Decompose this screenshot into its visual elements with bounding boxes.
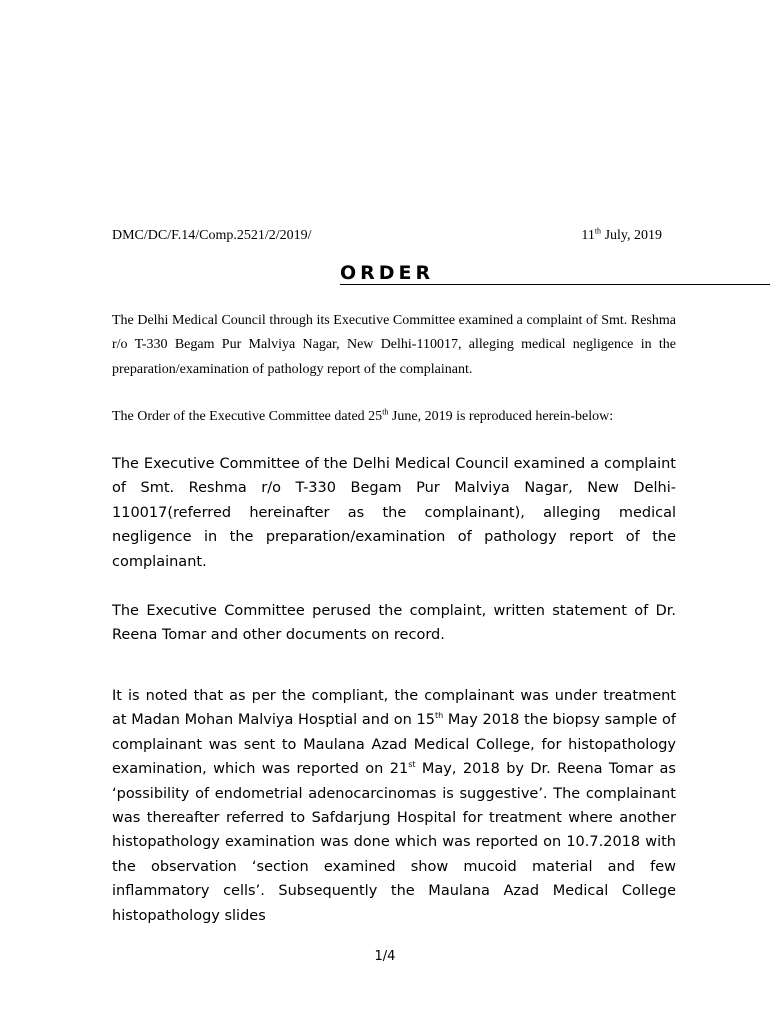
committee-paragraph: The Executive Committee of the Delhi Medical Council examined a complaint of Smt. Reshma r/o T-330 Begam Pur Malviya Nagar, New Delhi-110017(referred hereinafter as the complainant), alleging medical negligence in the preparation/examination of pathology report of the complainant. [112,456,676,570]
page-number: 1/4 [374,949,396,964]
reproduced-statement [112,405,676,429]
intro-paragraph: The Delhi Medical Council through its Executive Committee examined a complaint of Smt. Reshma r/o T-330 Begam Pur Malviya Nagar, New Delhi-110017, alleging medical negligence in the preparation/examination of pathology report of the complainant. [112,313,676,377]
noted-part-3: May, 2018 by Dr. Reena Tomar as ‘possibility of endometrial adenocarcinomas is suggestive’. The complainant was thereafter referred to Safdarjung Hospital for treatment where another histopathology examination was done which was reported on 10.7.2018 with the observation ‘section examined show mucoid material and few inflammatory cells’. Subsequently the Maulana Azad Medical College histopathology slides [112,761,676,924]
reference-number: DMC/DC/F.14/Comp.2521/2/2019/ [112,228,312,243]
page-title: ORDER [340,262,770,285]
noted-sup-2: st [408,760,416,770]
reproduced-suffix: th [382,407,389,417]
perused-paragraph: The Executive Committee perused the complaint, written statement of Dr. Reena Tomar and other documents on record. [112,603,676,644]
noted-part-1: It is noted that as per the compliant, the complainant was under treatment at Madan Mohan Malviya Hosptial and on 15 [112,688,676,729]
date-day: 11 [581,228,595,243]
reproduced-after: June, 2019 is reproduced herein-below: [388,409,614,424]
order-date [581,228,662,244]
noted-paragraph [112,684,676,930]
date-rest: July, 2019 [601,228,662,243]
noted-part-2: May 2018 the biopsy sample of complainant was sent to Maulana Azad Medical College, for histopathology examination, which was reported on 21 [112,712,676,778]
reproduced-before: The Order of the Executive Committee dated 25 [112,409,383,424]
date-suffix: th [594,226,602,236]
noted-sup-1: th [434,711,444,721]
